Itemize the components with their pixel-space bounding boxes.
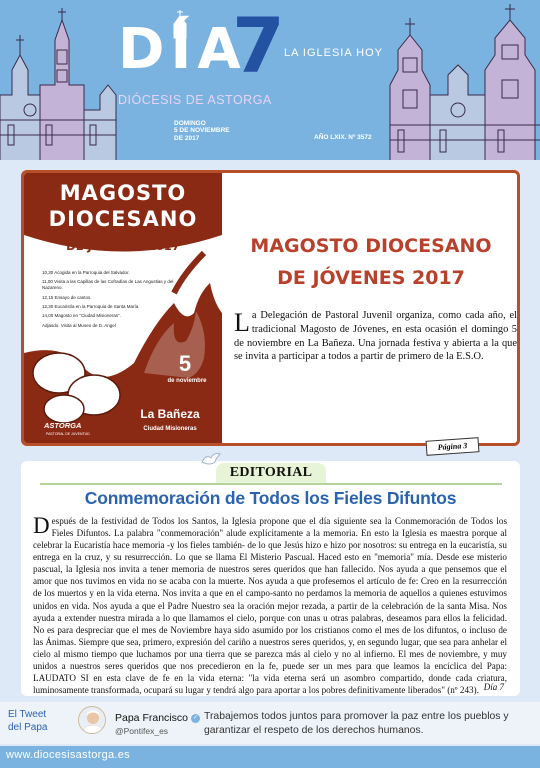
poster-month: de noviembre — [167, 378, 207, 384]
editorial-title: Conmemoración de Todos los Fieles Difuntos — [84, 488, 457, 508]
schedule-item: 10,30 Acogida en la Parroquia del Salvador. — [42, 270, 130, 275]
tweet-text: Trabajemos todos juntos para promover la paz entre los pueblos y garantizar el respeto de los derechos humanos. — [204, 711, 509, 737]
verified-badge-icon: ✓ — [192, 714, 198, 721]
editorial-signature: Día 7 — [483, 682, 504, 692]
poster-city: La Bañeza — [140, 407, 200, 421]
website-link[interactable]: www.diocesisastorga.es — [6, 749, 130, 761]
issue-date: DOMINGO 5 DE NOVIEMBRE DE 2017 — [174, 120, 230, 142]
avatar[interactable] — [78, 706, 106, 734]
feature-body — [234, 309, 517, 364]
page-reference-tag[interactable]: Página 3 — [426, 437, 480, 456]
feature-headline-line1: MAGOSTO DIOCESANO — [250, 235, 492, 257]
tweet-section-label: El Tweet del Papa — [8, 709, 48, 733]
poster-day: 5 — [178, 351, 192, 376]
editorial-body — [33, 515, 507, 696]
poster-title-line2: DIOCESANO — [48, 207, 198, 231]
editorial-label: EDITORIAL — [229, 465, 313, 480]
event-poster — [24, 173, 222, 443]
poster-logo-subtitle: PASTORAL DE JUVENTUD — [46, 432, 90, 436]
masthead-title: DÍA — [118, 17, 247, 82]
masthead — [0, 0, 540, 160]
schedule-item: 11,00 Visita a las Capillas de las Cofradías de Las Angustias y del Nazareno. — [42, 279, 174, 291]
poster-title-line1: MAGOSTO — [59, 181, 187, 205]
feature-article — [21, 170, 520, 453]
poster-schedule — [42, 270, 192, 332]
feature-body-text: a Delegación de Pastoral Juvenil organiza, como cada año, el tradicional Magosto de Jóvenes, en esta ocasión el domingo 5 de noviembre en La Bañeza. Una jornada festiva y abierta a la que se invita a participar a todos a partir de primero de la E.S.O. — [234, 310, 517, 363]
masthead-number: 7 — [232, 1, 285, 90]
poster-subtitle: DE JÓVENES 2017 — [66, 239, 180, 253]
editorial-body-text: espués de la festividad de Todos los Santos, la Iglesia propone que el día siguiente sea la Conmemoración de Todos los Fieles Difuntos. La palabra "conmemoración" alude explícitamente a la memoria. En esto la Iglesia es maestra porque al celebrar la Eucaristía hace memoria -y los fieles también- de lo que Jesús hizo e hizo por nosotros: su entrega en la eucaristía, su entrega en la cruz, y su resurrección. Lo que se llama El Misterio Pascual. Haced esto en "memoria" mía. Desde ese misterio pascual, la Iglesia nos invita a tener memoria de nuestros seres queridos que han fallecido. Nos ayuda a que pensemos que el amor que nos tuvimos en vida no se acaba con la muerte. Nos ayuda a que profesemos el artículo de fe: Creo en la resurrección de los muertos y en la vida eterna. Nos invita a que en el campo-santo no perdamos la memoria de aquellos a quienes estuvimos unidos en vida. Nos ayuda a que el Padre Nuestro sea la oración mejor rezada, a partir de la celebración de la santa Misa. Nos ayuda a extender nuestra mirada a lo que llamamos el cielo, porque con unas u otras palabras, deseamos para ellos la felicidad. No es para despreciar que el mes de Noviembre haya sido asumido por los cristianos como el mes de los difuntos, o incluso de las Ánimas. Siempre que sea, primero, expresión del cariño a nuestros seres queridos, y, en segundo lugar, que sea para anhelar el cielo al mismo tiempo que luchamos por una tierra que se parezca más al cielo y no al infierno. El mes de noviembre, y muy unidos a nuestros seres queridos que nos precedieron en la fe, puede ser un mes para que leamos la encíclica del Papa: LAUDATO SI en esta clave de fe en la vida eterna: "la vida eterna será un asombro compartido, donde cada criatura, luminosamente transformada, ocupará su lugar y tendrá algo para aportar a los pobres definitivamente liberados" (nº 243). — [33, 516, 507, 696]
drop-cap: D — [33, 513, 50, 538]
poster-venue: Ciudad Misioneras — [143, 426, 197, 432]
schedule-item: 12,15 Ensayo de cantos. — [42, 294, 92, 300]
drop-cap: L — [234, 308, 250, 337]
schedule-item: 12,30 Eucaristía en la Parroquia de Santa María. — [42, 303, 140, 309]
schedule-item: 14,00 Magosto en "Ciudad Misioneras". — [42, 313, 121, 319]
tweet-author-handle[interactable]: @Pontifex_es — [115, 726, 169, 736]
feature-headline-line2: DE JÓVENES 2017 — [277, 267, 465, 289]
masthead-subtitle: LA IGLESIA HOY — [284, 47, 383, 59]
issue-number: AÑO LXIX. Nº 3572 — [314, 134, 372, 141]
divider — [40, 483, 502, 485]
poster-logo: ASTORGA — [44, 421, 82, 430]
diocese-name: DIÓCESIS DE ASTORGA — [118, 93, 272, 107]
tweet-author-name[interactable]: Papa Francisco ✓ — [115, 712, 198, 724]
schedule-item: Adjasdo. Visita al Museo de D. Angel — [42, 322, 116, 328]
